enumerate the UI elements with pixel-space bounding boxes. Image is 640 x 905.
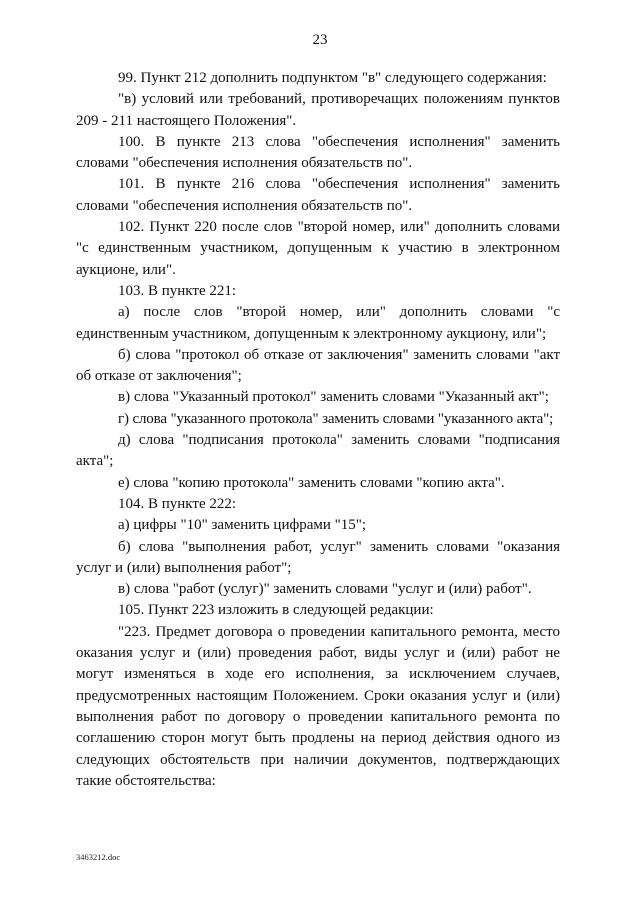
paragraph-103-g: г) слова "указанного протокола" заменить словами "указанного акта"; — [118, 410, 554, 427]
paragraph-103-e: е) слова "копию протокола" заменить словами "копию акта". — [118, 474, 505, 491]
paragraph-103: 103. В пункте 221: — [118, 282, 237, 299]
paragraph-99-v: "в) условий или требований, противоречащих положениям пунктов 209 - 211 настоящего Положения". — [76, 91, 560, 129]
document-body — [76, 68, 560, 792]
paragraph-99: 99. Пункт 212 дополнить подпунктом "в" следующего содержания: — [118, 70, 547, 86]
paragraph-104: 104. В пункте 222: — [118, 495, 237, 512]
paragraph-103-b: б) слова "протокол об отказе от заключения" заменить словами "акт об отказе от заключения"; — [76, 346, 560, 385]
paragraph-103-d: д) слова "подписания протокола" заменить словами "подписания акта"; — [76, 432, 560, 470]
paragraph-102: 102. Пункт 220 после слов "второй номер, или" дополнить словами "с единственным участником, допущенным к участию в электронном аукционе, или". — [76, 219, 560, 278]
paragraph-223-text: "223. Предмет договора о проведении капитального ремонта, место оказания услуг и (или) проведения работ, виды услуг и (или) работ не могут изменяться в ходе его исполнения, за исключением случаев, предусмотренных настоящим Положением. Сроки оказания услуг и (или) выполнения работ по договору о проведении капитального ремонта по соглашению сторон могут быть продлены на период действия одного из следующих обстоятельств при наличии документов, подтверждающих такие обстоятельства: — [76, 623, 560, 789]
paragraph-104-a: а) цифры "10" заменить цифрами "15"; — [118, 517, 367, 534]
paragraph-104-b: б) слова "выполнения работ, услуг" заменить словами "оказания услуг и (или) выполнения работ"; — [76, 538, 560, 576]
file-code: 3463212.doc — [76, 852, 121, 862]
paragraph-103-a: а) после слов "второй номер, или" дополнить словами "с единственным участником, допущенным к электронному аукциону, или"; — [76, 304, 560, 342]
paragraph-105: 105. Пункт 223 изложить в следующей редакции: — [118, 602, 434, 619]
paragraph-101: 101. В пункте 216 слова "обеспечения исполнения" заменить словами "обеспечения исполнения обязательств по". — [76, 176, 560, 214]
page-number: 23 — [312, 32, 328, 48]
paragraph-103-v: в) слова "Указанный протокол" заменить словами "Указанный акт"; — [118, 389, 549, 406]
paragraph-104-v: в) слова "работ (услуг)" заменить словами "услуг и (или) работ". — [118, 581, 532, 598]
paragraph-100: 100. В пункте 213 слова "обеспечения исполнения" заменить словами "обеспечения исполнения обязательств по". — [76, 133, 560, 172]
